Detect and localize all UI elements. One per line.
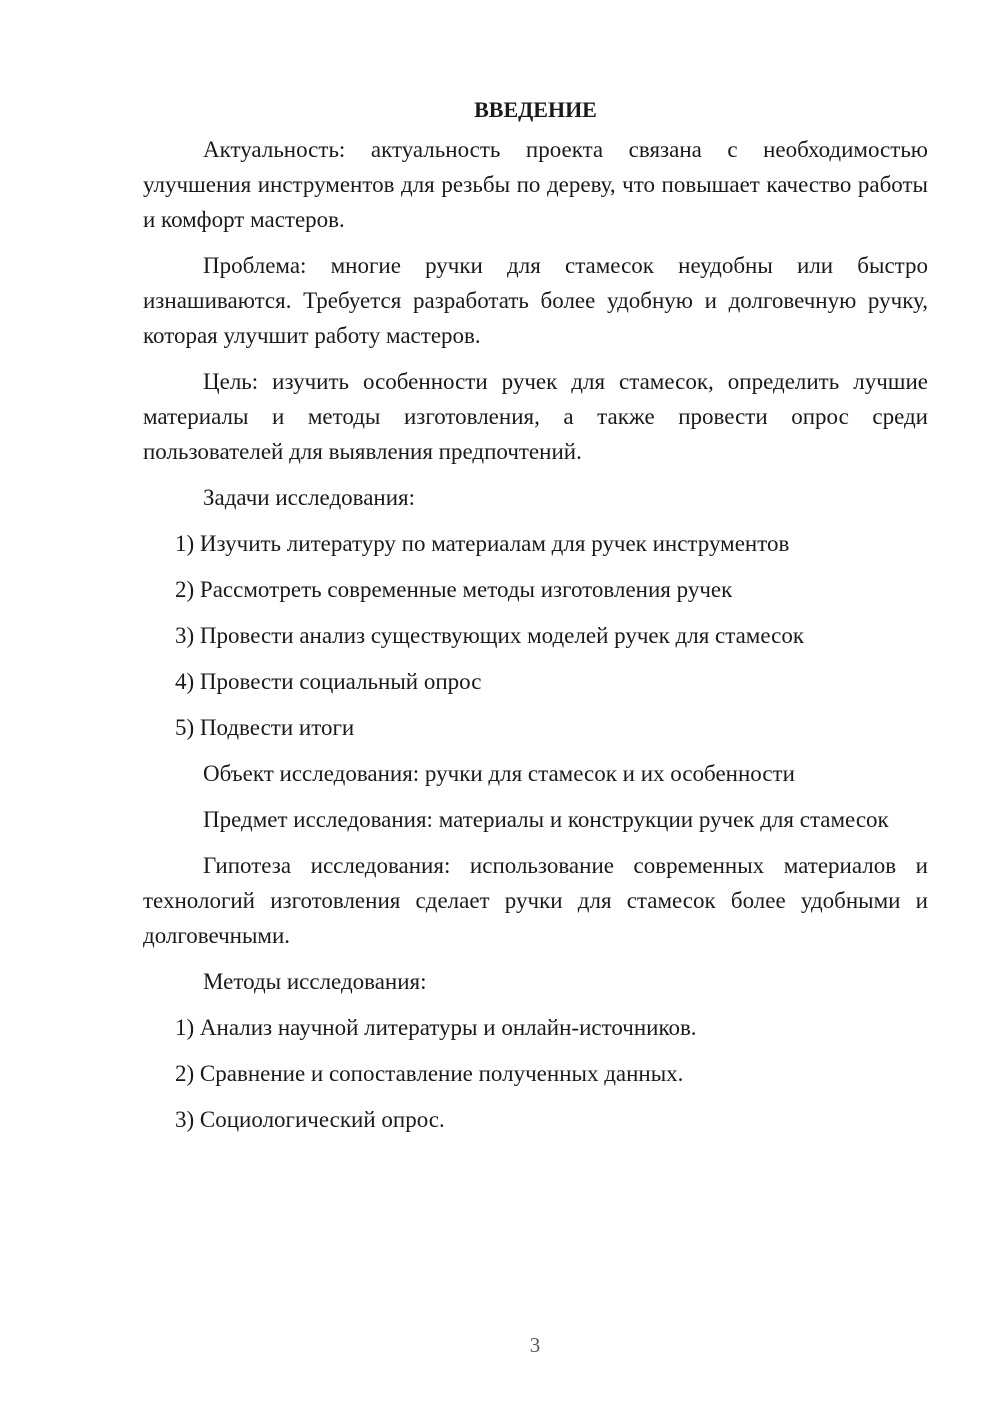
subject-paragraph: Предмет исследования: материалы и конструкции ручек для стамесок — [203, 807, 889, 832]
tasks-heading: Задачи исследования: — [203, 485, 416, 510]
method-item: 3) Социологический опрос. — [175, 1107, 445, 1132]
relevance-paragraph: Актуальность: актуальность проекта связана с необходимостью улучшения инструментов для резьбы по дереву, что повышает качество работы и комфорт мастеров. — [143, 137, 928, 232]
tasks-list — [143, 526, 928, 745]
section-title: ВВЕДЕНИЕ — [474, 97, 597, 122]
problem-paragraph: Проблема: многие ручки для стамесок неудобны или быстро изнашиваются. Требуется разработать более удобную и долговечную ручку, которая улучшит работу мастеров. — [143, 253, 928, 348]
hypothesis-paragraph: Гипотеза исследования: использование современных материалов и технологий изготовления сделает ручки для стамесок более удобными и долговечными. — [143, 853, 928, 948]
method-item: 1) Анализ научной литературы и онлайн-источников. — [175, 1015, 697, 1040]
method-item: 2) Сравнение и сопоставление полученных данных. — [175, 1061, 684, 1086]
task-item: 5) Подвести итоги — [175, 715, 355, 740]
task-item: 2) Рассмотреть современные методы изготовления ручек — [175, 577, 733, 602]
page-number: 3 — [529, 1333, 541, 1357]
task-item: 3) Провести анализ существующих моделей ручек для стамесок — [175, 623, 804, 648]
goal-paragraph: Цель: изучить особенности ручек для стамесок, определить лучшие материалы и методы изготовления, а также провести опрос среди пользователей для выявления предпочтений. — [143, 369, 928, 464]
methods-heading: Методы исследования: — [203, 969, 427, 994]
methods-list — [143, 1010, 928, 1137]
document-page — [143, 92, 928, 1148]
task-item: 4) Провести социальный опрос — [175, 669, 482, 694]
task-item: 1) Изучить литературу по материалам для ручек инструментов — [175, 531, 790, 556]
object-paragraph: Объект исследования: ручки для стамесок и их особенности — [203, 761, 795, 786]
